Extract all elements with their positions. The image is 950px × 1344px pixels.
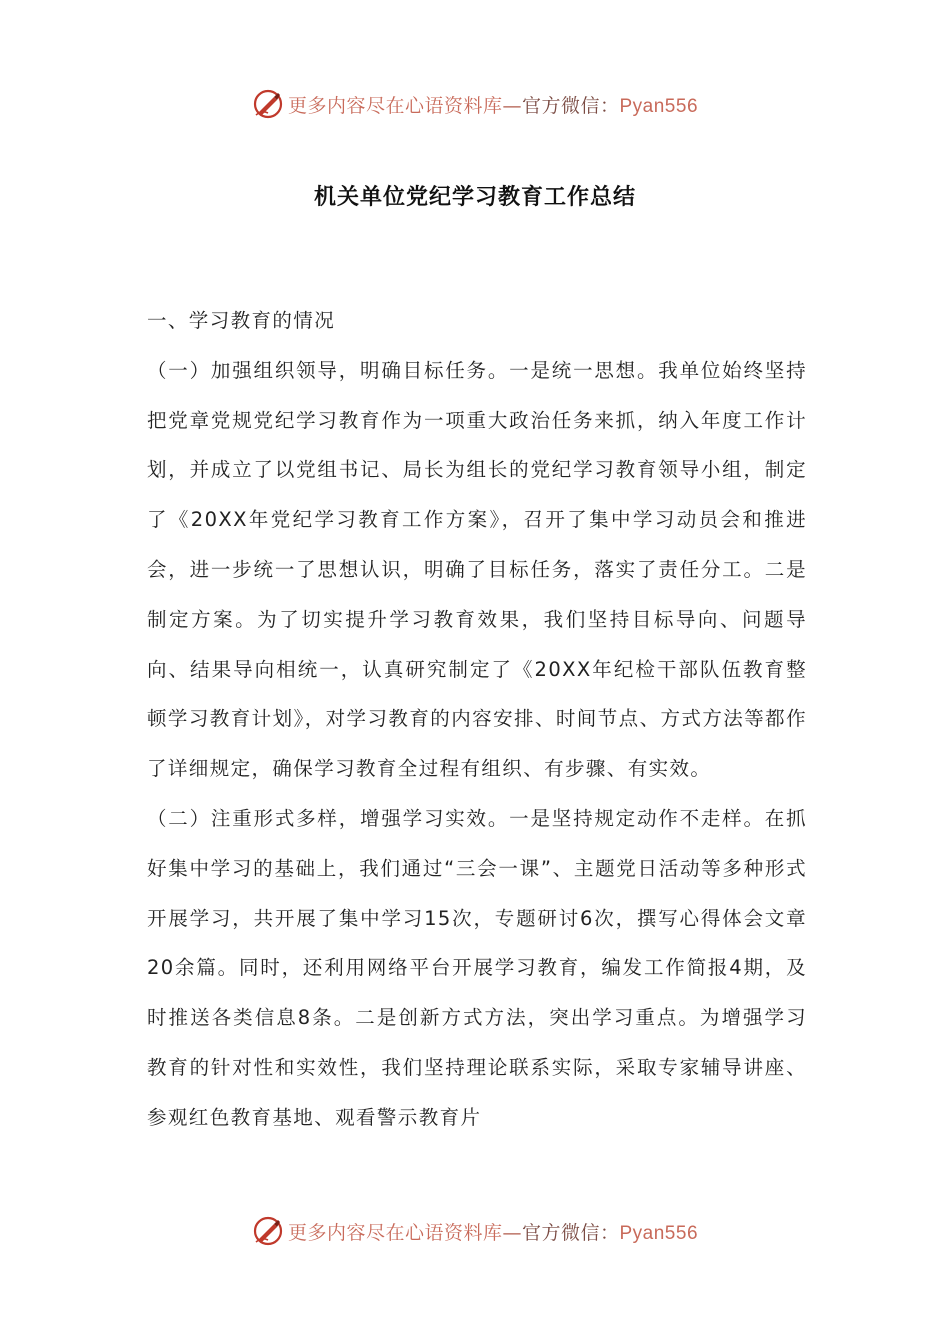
watermark-official: 官方微信： xyxy=(521,1221,620,1244)
watermark-official: 官方微信： xyxy=(521,94,620,117)
watermark-text xyxy=(288,91,698,118)
watermark-main: 更多内容尽在心语资料库 xyxy=(287,94,503,117)
document-title: 机关单位党纪学习教育工作总结 xyxy=(313,185,636,210)
watermark-header xyxy=(0,84,950,124)
pen-logo-icon xyxy=(252,1215,284,1247)
watermark-dash: — xyxy=(502,94,522,117)
paragraph-2: （二）注重形式多样，增强学习实效。一是坚持规定动作不走样。在抓好集中学习的基础上，我们通过“三会一课”、主题党日活动等多种形式开展学习，共开展了集中学习15次，专题研讨6次，撰写心得体会文章20余篇。同时，还利用网络平台开展学习教育，编发工作简报4期，及时推送各类信息8条。二是创新方式方法，突出学习重点。为增强学习教育的针对性和实效性，我们坚持理论联系实际，采取专家辅导讲座、参观红色教育基地、观看警示教育片 xyxy=(147,806,807,1129)
section-heading: 一、学习教育的情况 xyxy=(147,309,336,332)
document-body xyxy=(147,296,807,1143)
watermark-id: Pyan556 xyxy=(619,95,699,117)
watermark-id: Pyan556 xyxy=(619,1222,699,1244)
paragraph-1: （一）加强组织领导，明确目标任务。一是统一思想。我单位始终坚持把党章党规党纪学习教育作为一项重大政治任务来抓，纳入年度工作计划，并成立了以党组书记、局长为组长的党纪学习教育领导小组，制定了《20XX年党纪学习教育工作方案》，召开了集中学习动员会和推进会，进一步统一了思想认识，明确了目标任务，落实了责任分工。二是制定方案。为了切实提升学习教育效果，我们坚持目标导向、问题导向、结果导向相统一，认真研究制定了《20XX年纪检干部队伍教育整顿学习教育计划》，对学习教育的内容安排、时间节点、方式方法等都作了详细规定，确保学习教育全过程有组织、有步骤、有实效。 xyxy=(147,358,807,781)
watermark-footer xyxy=(0,1211,950,1251)
pen-logo-icon xyxy=(252,88,284,120)
watermark-main: 更多内容尽在心语资料库 xyxy=(287,1221,503,1244)
watermark-dash: — xyxy=(502,1221,522,1244)
watermark-text xyxy=(288,1218,698,1245)
